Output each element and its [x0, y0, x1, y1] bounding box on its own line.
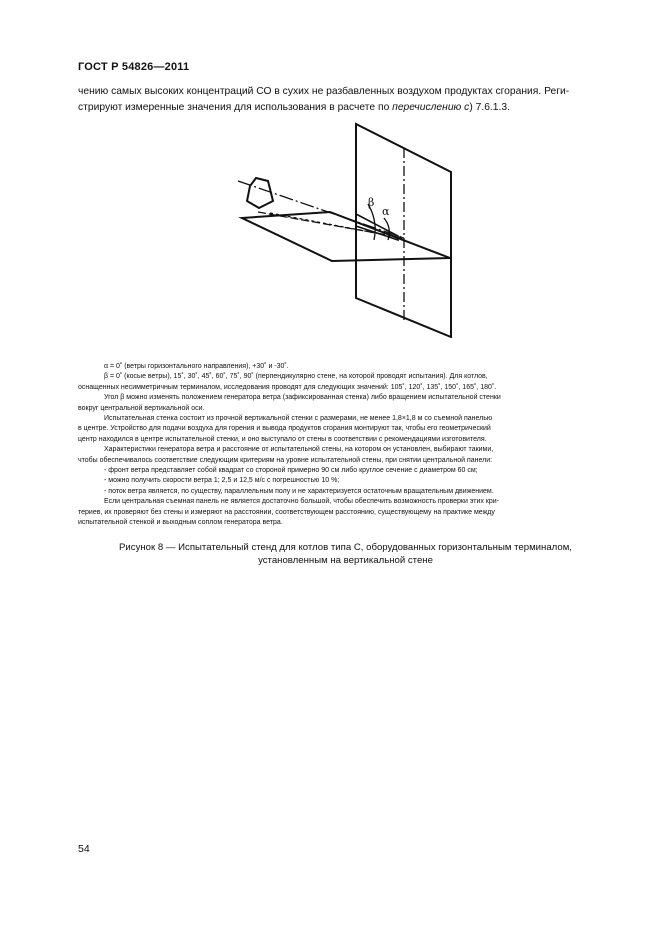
- note-beta-2: оснащенных несимметричным терминалом, исследования проводят для следующих значений: 105˚, 120˚, 135˚, 150˚, 165˚, 180˚.: [78, 383, 497, 391]
- reference-emphasis: перечислению с: [392, 102, 470, 113]
- caption-line-1: Рисунок 8 — Испытательный стенд для котлов типа С, оборудованных горизонтальным терминалом,: [119, 542, 572, 553]
- figure-caption: [78, 541, 613, 567]
- note-angle-2: вокруг центральной вертикальной оси.: [78, 404, 205, 412]
- test-stand-figure: [225, 118, 480, 338]
- note-bullet-3: - поток ветра является, по существу, параллельным полу и не характеризуется остаточным вращательным движением.: [104, 487, 494, 495]
- wind-generator-icon: [247, 178, 273, 208]
- alpha-label: α: [382, 205, 390, 218]
- intro-line-1: чению самых высоких концентраций СО в сухих не разбавленных воздухом продуктах сгорания. Реги-: [78, 86, 570, 97]
- figure-notes: [78, 362, 604, 529]
- note-wall-1: Испытательная стенка состоит из прочной вертикальной стенки с размерами, не менее 1,8×1,8 м со съемной панелью: [104, 415, 493, 423]
- wind-direction-line: [238, 181, 404, 238]
- note-beta-1: β = 0˚ (косые ветры), 15˚, 30˚, 45˚, 60˚, 75˚, 90˚ (перпендикулярно стене, на которой проводят испытания). Для котлов,: [104, 373, 488, 381]
- note-angle-1: Угол β можно изменять положением генератора ветра (зафиксированная стенка) либо вращением испытательной стенки: [104, 394, 501, 402]
- note-panel-2: териев, их проверяют без стены и измеряют на расстоянии, соответствующем расстоянию, существующему на практике между: [78, 508, 495, 516]
- note-alpha: α = 0˚ (ветры горизонтального направления), +30˚ и -30˚.: [104, 363, 289, 370]
- note-generator-2: чтобы обеспечивалось соответствие следующим критериям на уровне испытательной стены, при снятии центральной панели:: [78, 456, 493, 464]
- caption-line-2: установленным на вертикальной стене: [258, 555, 433, 566]
- note-bullet-1: - фронт ветра представляет собой квадрат со стороной примерно 90 см либо круглое сечение с диаметром 60 см;: [104, 467, 478, 475]
- note-panel-3: испытательной стенкой и выходным соплом генератора ветра.: [78, 519, 283, 527]
- document-header: ГОСТ Р 54826—2011: [78, 61, 190, 73]
- beta-label: β: [368, 196, 375, 209]
- note-wall-2: в центре. Устройство для подачи воздуха для горения и вывода продуктов сгорания монтируют так, чтобы его геометрический: [78, 425, 491, 433]
- floor-plane: [242, 212, 450, 261]
- note-generator-1: Характеристики генератора ветра и расстояние от испытательной стены, на котором он установлен, выбирают такими,: [104, 446, 494, 454]
- note-panel-1: Если центральная съемная панель не является достаточно большой, чтобы обеспечить возможность проверки этих кри-: [104, 498, 500, 506]
- page-number: 54: [78, 843, 90, 855]
- note-wall-3: центр находился в центре испытательной стенки, и оно выступало от стены в соответствии с рекомендациями изготовителя.: [78, 435, 487, 443]
- note-bullet-2: - можно получить скорости ветра 1; 2,5 и 12,5 м/с с погрешностью 10 %;: [104, 477, 340, 485]
- intro-line-2: стрируют измеренные значения для использования в расчете по перечислению с) 7.6.1.3.: [78, 102, 510, 113]
- intro-paragraph: [78, 84, 613, 116]
